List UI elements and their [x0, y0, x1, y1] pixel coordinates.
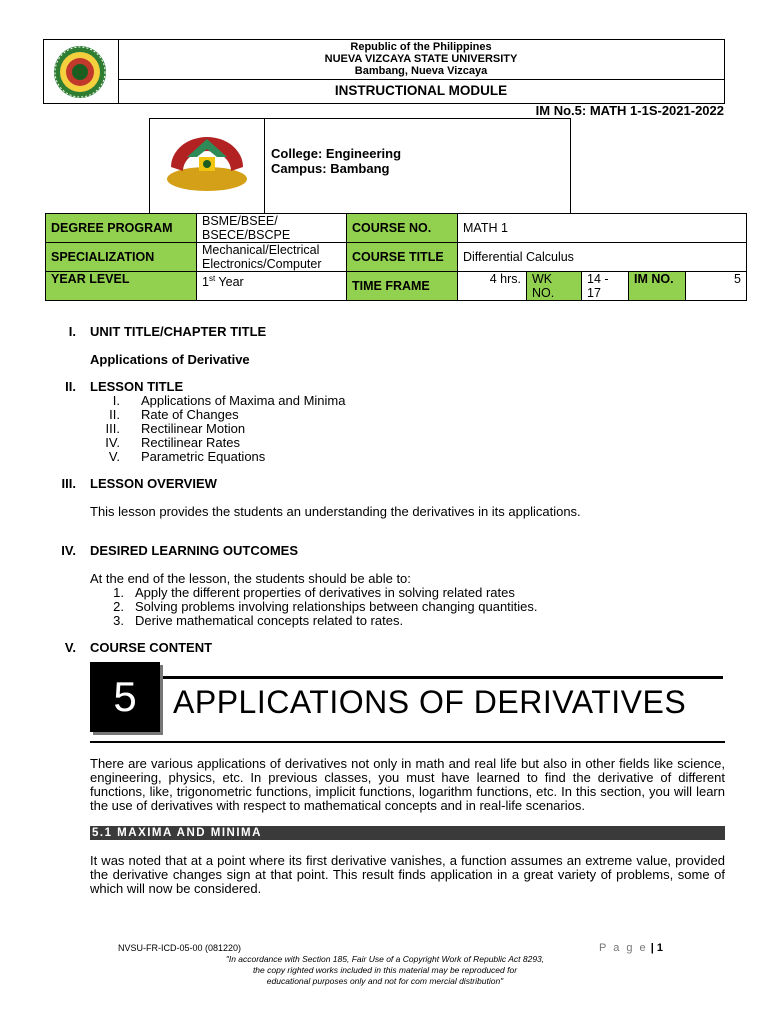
list-item-number: 3. — [113, 613, 124, 628]
list-item-text: Rectilinear Motion — [141, 421, 246, 436]
time-frame-value: 4 hrs. — [458, 272, 527, 301]
document-header — [43, 39, 725, 104]
year-level-value — [197, 272, 347, 301]
list-item — [90, 394, 345, 408]
list-item-text: Apply the different properties of derivatives in solving related rates — [135, 585, 515, 600]
page-indicator — [599, 942, 663, 954]
section-heading-bar: 5.1 MAXIMA AND MINIMA — [90, 826, 725, 840]
university-info — [118, 40, 724, 80]
page-number: 1 — [656, 942, 663, 954]
list-item-text: Solving problems involving relationships between changing quantities. — [135, 599, 538, 614]
page-label: P a g e — [599, 942, 648, 954]
time-frame-label: TIME FRAME — [347, 272, 458, 301]
college-logo-cell — [150, 119, 265, 213]
list-item — [90, 450, 345, 464]
section-3-title: LESSON OVERVIEW — [90, 476, 217, 491]
section-2-title: LESSON TITLE — [90, 379, 184, 394]
im-value: 5 — [686, 272, 747, 301]
section-1-title: UNIT TITLE/CHAPTER TITLE — [90, 324, 267, 339]
section-2-number: II. — [65, 379, 76, 394]
course-title-label: COURSE TITLE — [347, 243, 458, 272]
page-separator: | — [647, 942, 657, 954]
section-4-intro: At the end of the lesson, the students should be able to: — [90, 571, 411, 586]
year-level-label: YEAR LEVEL — [46, 272, 197, 301]
list-item-number: III. — [105, 421, 120, 436]
section-1-number: I. — [68, 324, 76, 339]
college-campus-text — [271, 146, 401, 176]
list-item-text: Applications of Maxima and Minima — [141, 393, 346, 408]
form-code: NVSU-FR-ICD-05-00 (081220) — [118, 943, 242, 953]
copyright-line-2: the copy righted works included in this material may be reproduced for — [252, 965, 518, 975]
im-label: IM NO. — [629, 272, 686, 301]
year-suffix: Year — [215, 275, 244, 290]
table-row — [46, 243, 747, 272]
chapter-intro-paragraph: There are various applications of derivatives not only in math and real life but also in other fields like science, engineering, physics, etc. In previous classes, you must have learned to find the derivative of different functions, like, trigonometric functions, implicit functions, logarithm functions, etc. In this section, you will learn the use of derivatives with respect to mathematical concepts and in real-life scenarios. — [90, 756, 725, 813]
section-5-title: COURSE CONTENT — [90, 640, 213, 655]
college-engineering-logo — [161, 127, 253, 197]
list-item — [90, 408, 345, 422]
lesson-list — [90, 394, 345, 464]
list-item — [90, 600, 538, 614]
section-3-number: III. — [61, 476, 76, 491]
university-seal-logo — [50, 44, 110, 100]
course-no-label: COURSE NO. — [347, 214, 458, 243]
list-item-number: I. — [112, 393, 120, 408]
list-item-number: II. — [109, 407, 120, 422]
list-item — [90, 422, 345, 436]
list-item-number: 1. — [113, 585, 124, 600]
week-value: 14 - 17 — [582, 272, 629, 301]
list-item-text: Derive mathematical concepts related to rates. — [135, 613, 404, 628]
list-item-text: Rate of Changes — [141, 407, 239, 422]
list-item-number: IV. — [105, 435, 120, 450]
chapter-bottom-rule — [90, 741, 725, 743]
section-3-text: This lesson provides the students an understanding the derivatives in its applications. — [90, 504, 581, 519]
campus-name: Campus: Bambang — [271, 161, 390, 176]
course-info-table — [45, 213, 747, 301]
college-name: College: Engineering — [271, 146, 402, 161]
section-4-title: DESIRED LEARNING OUTCOMES — [90, 543, 299, 558]
specialization-label: SPECIALIZATION — [46, 243, 197, 272]
degree-label: DEGREE PROGRAM — [46, 214, 197, 243]
copyright-notice — [190, 954, 580, 987]
chapter-top-rule — [163, 676, 723, 679]
list-item-number: 2. — [113, 599, 124, 614]
outcomes-list — [90, 586, 538, 628]
degree-value: BSME/BSEE/ BSECE/BSCPE — [197, 214, 347, 243]
college-block — [149, 118, 571, 213]
republic-text: Republic of the Philippines — [350, 41, 492, 53]
chapter-title: APPLICATIONS OF DERIVATIVES — [173, 684, 687, 720]
list-item — [90, 436, 345, 450]
section-1-subtitle: Applications of Derivative — [90, 352, 250, 367]
list-item-number: V. — [108, 449, 120, 464]
list-item — [90, 614, 538, 628]
course-title-value: Differential Calculus — [458, 243, 747, 272]
course-no-value: MATH 1 — [458, 214, 747, 243]
list-item — [90, 586, 538, 600]
table-row — [46, 272, 747, 301]
table-row — [46, 214, 747, 243]
university-name: NUEVA VIZCAYA STATE UNIVERSITY — [324, 53, 518, 65]
section-5-number: V. — [64, 640, 76, 655]
year-number: 1 — [202, 275, 209, 290]
specialization-value: Mechanical/Electrical Electronics/Computer — [197, 243, 347, 272]
week-label: WK NO. — [527, 272, 582, 301]
copyright-line-1: "In accordance with Section 185, Fair Use of a Copyright Work of Republic Act 8293, — [225, 954, 545, 964]
list-item-text: Rectilinear Rates — [141, 435, 240, 450]
list-item-text: Parametric Equations — [141, 449, 266, 464]
year-ordinal: st — [208, 274, 216, 283]
university-location: Bambang, Nueva Vizcaya — [354, 65, 488, 77]
section-paragraph: It was noted that at a point where its first derivative vanishes, a function assumes an extreme value, provided the derivative changes sign at that point. This result finds application in a great variety of problems, some of which will now be considered. — [90, 853, 725, 896]
chapter-number-box: 5 — [90, 662, 160, 732]
section-4-number: IV. — [61, 543, 76, 558]
copyright-line-3: educational purposes only and not for com mercial distribution" — [266, 976, 504, 986]
module-title: INSTRUCTIONAL MODULE — [334, 83, 508, 98]
im-number: IM No.5: MATH 1-1S-2021-2022 — [535, 103, 724, 118]
university-seal-cell — [44, 40, 119, 103]
